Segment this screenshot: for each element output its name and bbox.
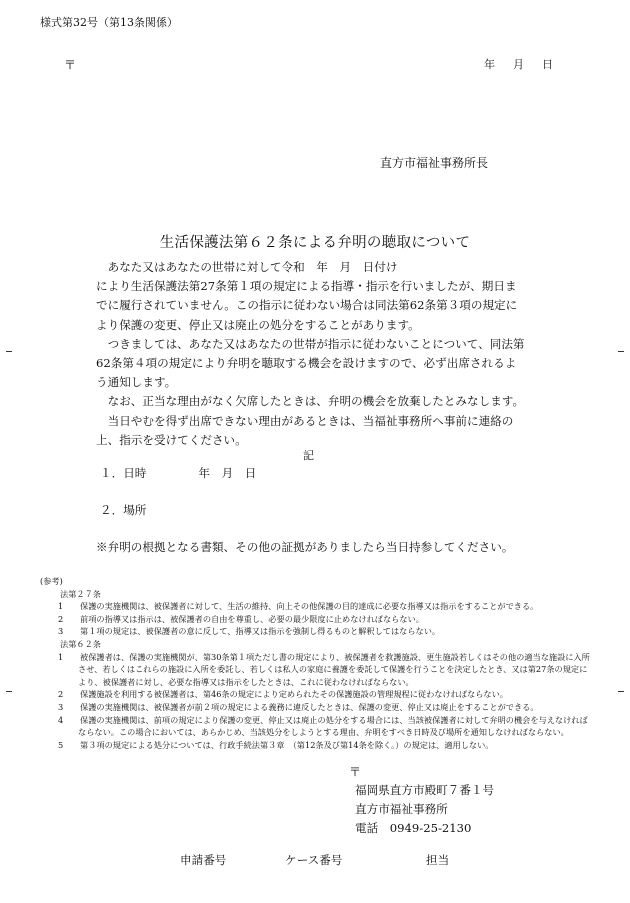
office-phone: 電話 0949-25-2130 xyxy=(355,821,472,835)
case-number-label: ケース番号 xyxy=(285,853,343,867)
application-number-label: 申請番号 xyxy=(180,853,227,867)
staff-label: 担当 xyxy=(426,853,450,867)
document-title: 生活保護法第６２条による弁明の聴取について xyxy=(159,235,471,251)
law-27-item: 2 前項の指導又は指示は、被保護者の自由を尊重し、必要の最少限度に止めなければならない。 xyxy=(58,613,424,624)
law-62-item: 4 保護の実施機関は、前項の規定により保護の変更、停止又は廃止の処分をする場合には、当該被保護者に対して弁明の機会を与えなければならない。この場合においては、あらかじめ、当該処分をしようとする理由、弁明をすべき日時及び場所を通知しなければならない。 xyxy=(58,714,588,738)
address-postal-mark: 〒 xyxy=(349,765,362,779)
paragraph-2: つきましては、あなた又はあなたの世帯が指示に従わないことについて、同法第62条第４項の規定により弁明を聴取する機会を設けますので、必ず出席されるよう通知します。 xyxy=(96,336,525,390)
datetime-value: 年 月 日 xyxy=(198,466,257,480)
form-number: 様式第32号（第13条関係） xyxy=(40,16,178,29)
law-62-heading: 法第６２条 xyxy=(60,638,101,649)
date-day: 日 xyxy=(542,58,553,71)
address-line: 福岡県直方市殿町７番１号 xyxy=(355,783,495,797)
office-name: 直方市福祉事務所 xyxy=(355,802,448,816)
fold-mark xyxy=(618,351,624,352)
fold-mark xyxy=(6,691,12,692)
body-text xyxy=(96,258,526,450)
law-62-item: 5 第３項の規定による処分については、行政手続法第３章 （第12条及び第14条を除く。）の規定は、適用しない。 xyxy=(58,739,494,750)
law-62-item: 1 被保護者は、保護の実施機関が、第30条第１項ただし書の規定により、被保護者を救護施設、更生施設若しくはその他の適当な施設に入所させ、若しくはこれらの施設に入所を委託し、若しくは私人の家庭に養護を委託して保護を行うことを決定したとき、又は第27条の規定により、被保護者に対し、必要な指導又は指示をしたときは、これに従わなければならない。 xyxy=(58,651,590,687)
reference-section xyxy=(40,575,590,751)
item-datetime xyxy=(100,465,256,481)
paragraph-1: あなた又はあなたの世帯に対して令和 年 月 日付け により生活保護法第27条第１項の規定による指導・指示を行いましたが、期日までに履行されていません。この指示に従わない場合は同法第62条第３項の規定により保護の変更、停止又は廃止の処分をすることがあります。 xyxy=(96,260,525,332)
sender-name: 直方市福祉事務所長 xyxy=(380,156,489,170)
law-62-item: 2 保護施設を利用する被保護者は、第46条の規定により定められたその保護施設の管理規程に従わなければならない。 xyxy=(58,689,508,700)
date-month: 月 xyxy=(513,58,524,71)
law-27-item: 1 保護の実施機関は、被保護者に対して、生活の維持、向上その他保護の目的達成に必要な指導又は指示をすることができる。 xyxy=(58,601,539,612)
fold-mark xyxy=(6,351,12,352)
reference-heading: (参考) xyxy=(40,576,63,586)
item-place: ２．場所 xyxy=(100,503,147,517)
ki-heading: 記 xyxy=(303,449,314,462)
law-27-heading: 法第２７条 xyxy=(60,588,101,599)
law-27-item: 3 第１項の規定は、被保護者の意に反して、指導又は指示を強制し得るものと解釈してはならない。 xyxy=(58,626,441,637)
law-62-item: 3 保護の実施機関は、被保護者が前２項の規定による義務に違反したときは、保護の変更、停止又は廃止をすることができる。 xyxy=(58,701,539,712)
postal-mark: 〒 xyxy=(64,58,77,72)
paragraph-4: 当日やむを得ず出席できない理由があるときは、当福祉事務所へ事前に連絡の上、指示を受けてください。 xyxy=(96,413,514,447)
office-address xyxy=(355,781,494,838)
evidence-note: ※弁明の根拠となる書類、その他の証拠がありましたら当日持参してください。 xyxy=(96,540,514,554)
date-year: 年 xyxy=(484,58,495,71)
fold-mark xyxy=(618,691,624,692)
issue-date xyxy=(484,56,553,72)
paragraph-3: なお、正当な理由がなく欠席したときは、弁明の機会を放棄したとみなします。 xyxy=(107,394,525,409)
datetime-label: １．日時 xyxy=(100,466,147,480)
